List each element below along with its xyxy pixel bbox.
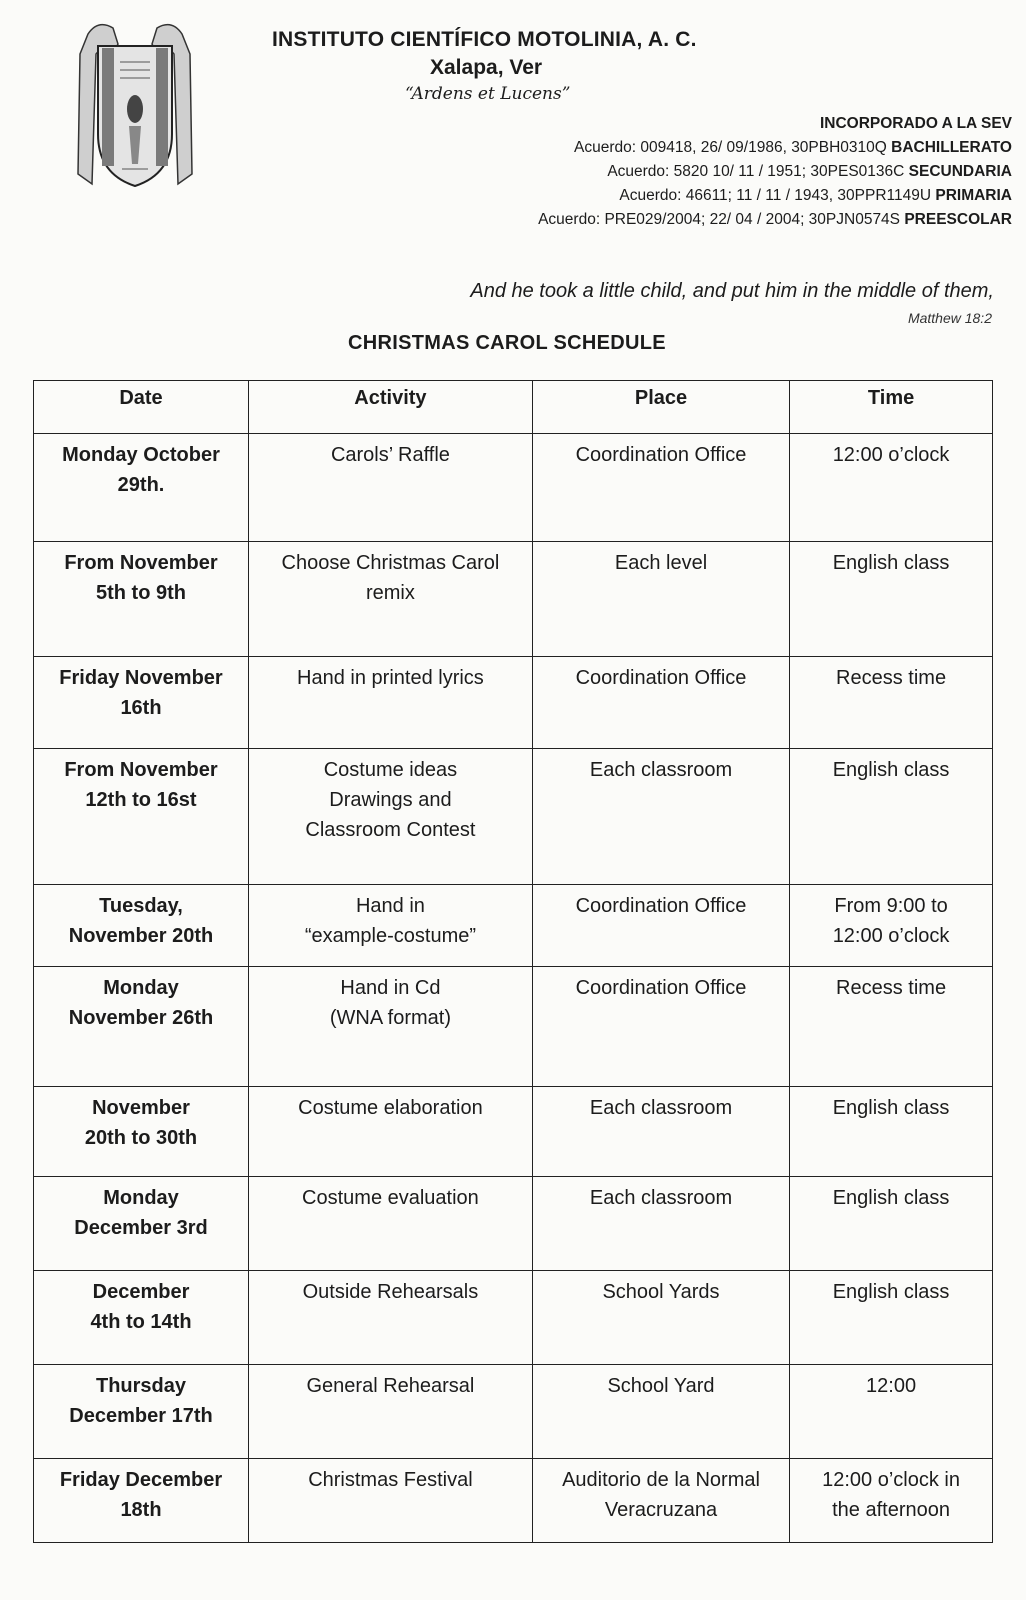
cell-place: School Yard — [532, 1365, 789, 1459]
cell-date: Monday November 26th — [34, 967, 249, 1087]
cell-time: English class — [790, 1177, 993, 1271]
cell-activity: Costume elaboration — [249, 1087, 533, 1177]
agreement-line: Acuerdo: 46611; 11 / 11 / 1943, 30PPR1149U PRIMARIA — [619, 187, 1012, 204]
cell-date: Monday December 3rd — [34, 1177, 249, 1271]
table-row — [34, 657, 993, 749]
cell-date: From November 5th to 9th — [34, 542, 249, 657]
cell-time: 12:00 o’clock — [790, 434, 993, 542]
cell-date: Friday November 16th — [34, 657, 249, 749]
column-header-time: Time — [790, 381, 993, 434]
cell-place: Coordination Office — [532, 657, 789, 749]
cell-place: Each classroom — [532, 1177, 789, 1271]
bible-quote: And he took a little child, and put him in the middle of them, — [470, 280, 994, 302]
column-header-date: Date — [34, 381, 249, 434]
cell-time: English class — [790, 542, 993, 657]
institution-motto: “Ardens et Lucens” — [405, 84, 571, 104]
cell-time: Recess time — [790, 657, 993, 749]
cell-activity: Christmas Festival — [249, 1459, 533, 1543]
cell-time: English class — [790, 1271, 993, 1365]
cell-place: Auditorio de la Normal Veracruzana — [532, 1459, 789, 1543]
column-header-activity: Activity — [249, 381, 533, 434]
table-row — [34, 1271, 993, 1365]
table-row — [34, 1177, 993, 1271]
cell-date: November 20th to 30th — [34, 1087, 249, 1177]
cell-date: December 4th to 14th — [34, 1271, 249, 1365]
column-header-place: Place — [532, 381, 789, 434]
agreement-line: Acuerdo: 5820 10/ 11 / 1951; 30PES0136C SECUNDARIA — [607, 163, 1012, 180]
cell-place: Each classroom — [532, 1087, 789, 1177]
table-row — [34, 1365, 993, 1459]
cell-time: From 9:00 to 12:00 o’clock — [790, 885, 993, 967]
table-row — [34, 885, 993, 967]
cell-activity: Costume evaluation — [249, 1177, 533, 1271]
cell-place: Each classroom — [532, 749, 789, 885]
cell-activity: Hand in “example-costume” — [249, 885, 533, 967]
cell-time: 12:00 — [790, 1365, 993, 1459]
incorporation-heading: INCORPORADO A LA SEV — [819, 115, 1012, 132]
cell-time: English class — [790, 1087, 993, 1177]
cell-activity: General Rehearsal — [249, 1365, 533, 1459]
cell-time: English class — [790, 749, 993, 885]
page-title: CHRISTMAS CAROL SCHEDULE — [348, 332, 666, 354]
table-row — [34, 1459, 993, 1543]
table-row — [34, 434, 993, 542]
bible-quote-reference: Matthew 18:2 — [907, 310, 992, 326]
cell-activity: Costume ideas Drawings and Classroom Contest — [249, 749, 533, 885]
cell-place: Each level — [532, 542, 789, 657]
institution-name: INSTITUTO CIENTÍFICO MOTOLINIA, A. C. — [272, 28, 697, 51]
cell-date: Monday October 29th. — [34, 434, 249, 542]
cell-date: Friday December 18th — [34, 1459, 249, 1543]
schedule-table — [33, 380, 993, 1543]
cell-activity: Hand in Cd (WNA format) — [249, 967, 533, 1087]
institution-city: Xalapa, Ver — [430, 56, 543, 79]
cell-activity: Hand in printed lyrics — [249, 657, 533, 749]
incorporation-block — [538, 112, 1012, 232]
agreement-line: Acuerdo: PRE029/2004; 22/ 04 / 2004; 30PJN0574S PREESCOLAR — [538, 211, 1012, 228]
table-row — [34, 1087, 993, 1177]
cell-time: 12:00 o’clock in the afternoon — [790, 1459, 993, 1543]
table-row — [34, 749, 993, 885]
cell-date: Thursday December 17th — [34, 1365, 249, 1459]
cell-activity: Outside Rehearsals — [249, 1271, 533, 1365]
cell-place: Coordination Office — [532, 885, 789, 967]
cell-date: Tuesday, November 20th — [34, 885, 249, 967]
crest-icon — [58, 14, 212, 192]
school-crest-logo — [58, 14, 212, 192]
table-row — [34, 967, 993, 1087]
agreement-line: Acuerdo: 009418, 26/ 09/1986, 30PBH0310Q BACHILLERATO — [574, 139, 1012, 156]
cell-activity: Carols’ Raffle — [249, 434, 533, 542]
cell-place: School Yards — [532, 1271, 789, 1365]
cell-date: From November 12th to 16st — [34, 749, 249, 885]
cell-activity: Choose Christmas Carol remix — [249, 542, 533, 657]
table-header-row — [34, 381, 993, 434]
cell-place: Coordination Office — [532, 434, 789, 542]
cell-time: Recess time — [790, 967, 993, 1087]
cell-place: Coordination Office — [532, 967, 789, 1087]
table-row — [34, 542, 993, 657]
